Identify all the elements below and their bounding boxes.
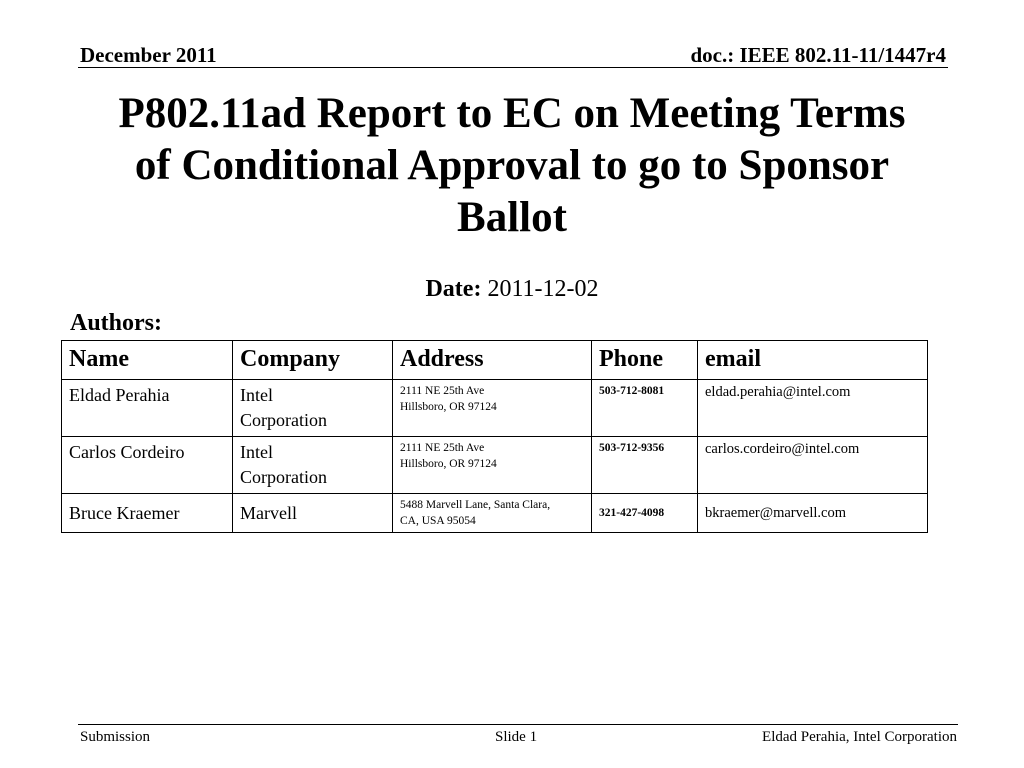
address-line: CA, USA 95054 bbox=[400, 515, 476, 527]
header-divider bbox=[78, 67, 948, 68]
author-email: carlos.cordeiro@intel.com bbox=[698, 437, 928, 494]
author-name: Eldad Perahia bbox=[62, 380, 233, 437]
table-row bbox=[62, 380, 928, 437]
footer-submission: Submission bbox=[80, 729, 151, 745]
author-address bbox=[393, 380, 592, 437]
authors-table bbox=[61, 340, 928, 533]
header-doc-id: doc.: IEEE 802.11-11/1447r4 bbox=[690, 43, 946, 67]
author-name: Carlos Cordeiro bbox=[62, 437, 233, 494]
address-line: Hillsboro, OR 97124 bbox=[400, 458, 497, 470]
address-line: 2111 NE 25th Ave bbox=[400, 442, 485, 454]
author-company: Marvell bbox=[233, 494, 393, 533]
author-email: eldad.perahia@intel.com bbox=[698, 380, 928, 437]
column-header-company: Company bbox=[233, 341, 393, 380]
column-header-name: Name bbox=[62, 341, 233, 380]
table-row bbox=[62, 437, 928, 494]
authors-heading: Authors: bbox=[70, 310, 163, 336]
date-value: 2011-12-02 bbox=[487, 276, 599, 302]
author-company bbox=[233, 437, 393, 494]
column-header-email: email bbox=[698, 341, 928, 380]
column-header-address: Address bbox=[393, 341, 592, 380]
author-phone: 321-427-4098 bbox=[592, 494, 698, 533]
slide-date bbox=[0, 274, 1024, 304]
author-phone: 503-712-9356 bbox=[592, 437, 698, 494]
company-line: Intel bbox=[240, 442, 273, 462]
title-line: of Conditional Approval to go to Sponsor bbox=[134, 142, 890, 189]
footer-author: Eldad Perahia, Intel Corporation bbox=[762, 729, 957, 745]
author-email: bkraemer@marvell.com bbox=[698, 494, 928, 533]
author-name: Bruce Kraemer bbox=[62, 494, 233, 533]
header-date: December 2011 bbox=[80, 43, 217, 67]
table-row bbox=[62, 494, 928, 533]
title-line: P802.11ad Report to EC on Meeting Terms bbox=[118, 90, 906, 137]
address-line: 5488 Marvell Lane, Santa Clara, bbox=[400, 499, 551, 511]
company-line: Corporation bbox=[240, 467, 327, 487]
company-line: Intel bbox=[240, 385, 273, 405]
footer-slide-number: Slide 1 bbox=[495, 729, 538, 745]
table-header-row bbox=[62, 341, 928, 380]
address-line: Hillsboro, OR 97124 bbox=[400, 401, 497, 413]
address-line: 2111 NE 25th Ave bbox=[400, 385, 485, 397]
slide-title bbox=[40, 88, 984, 244]
company-line: Corporation bbox=[240, 410, 327, 430]
author-company bbox=[233, 380, 393, 437]
column-header-phone: Phone bbox=[592, 341, 698, 380]
date-label: Date: bbox=[425, 276, 482, 302]
author-address bbox=[393, 437, 592, 494]
title-line: Ballot bbox=[457, 194, 567, 241]
author-phone: 503-712-8081 bbox=[592, 380, 698, 437]
footer-divider bbox=[78, 724, 958, 725]
author-address bbox=[393, 494, 592, 533]
